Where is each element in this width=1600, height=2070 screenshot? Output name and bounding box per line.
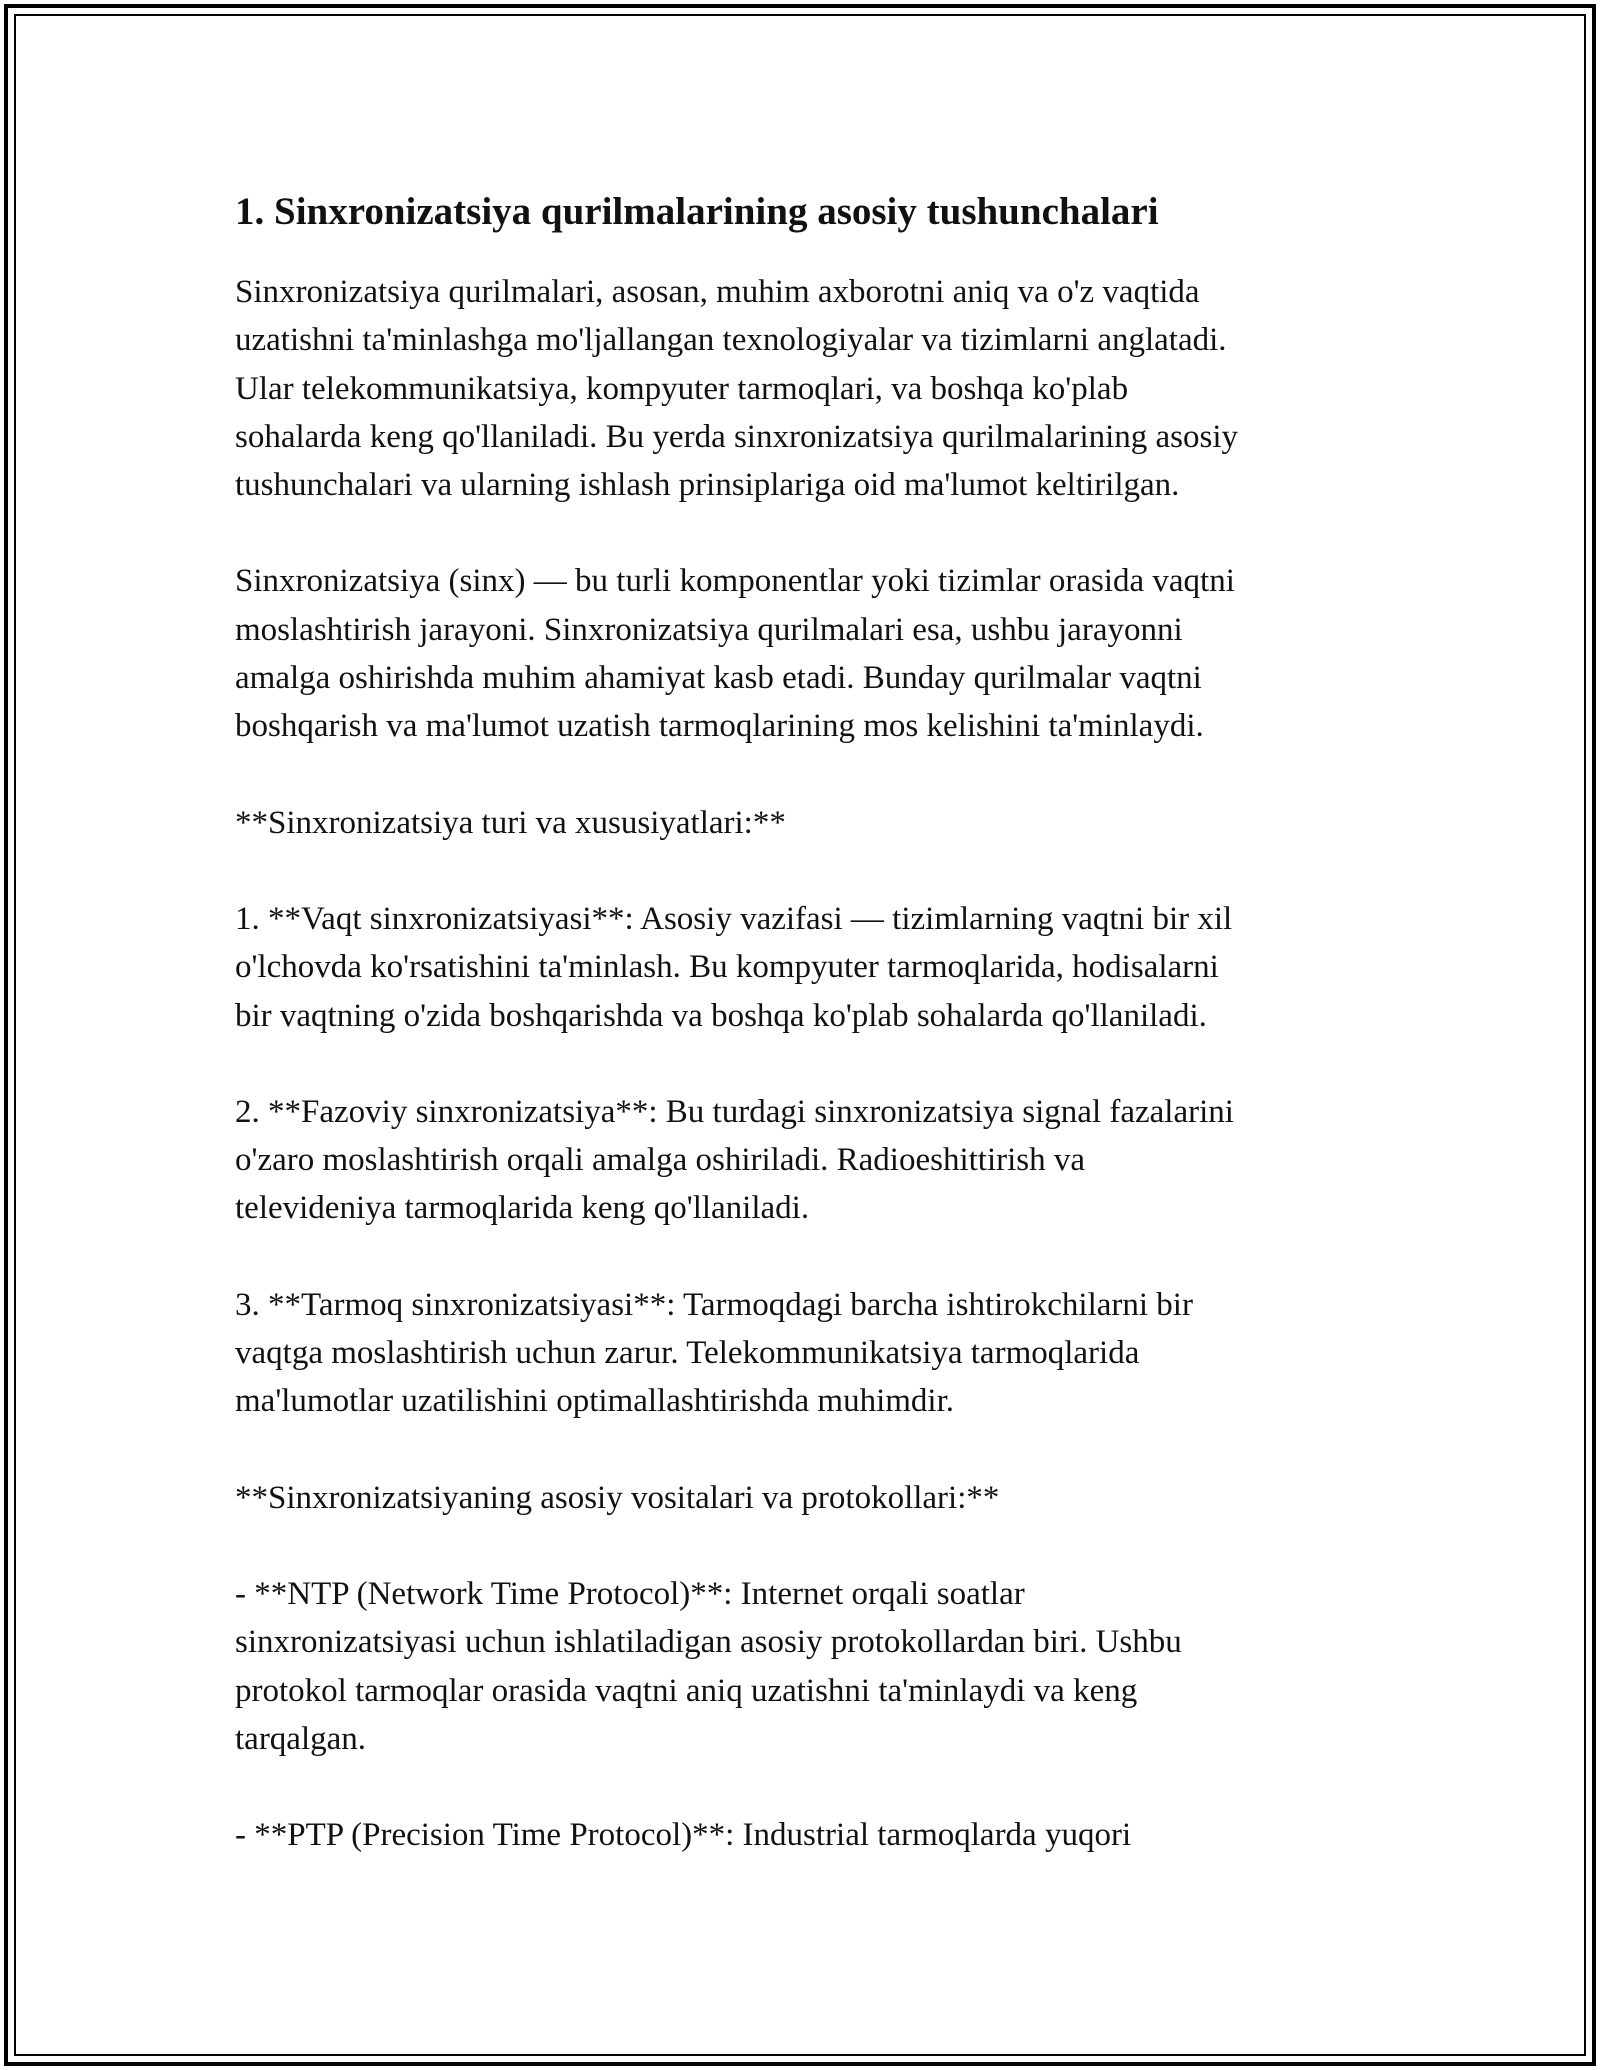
paragraph-types-heading: **Sinxronizatsiya turi va xususiyatlari:** bbox=[235, 804, 786, 841]
document-body bbox=[235, 186, 1375, 1907]
list-item-time-sync: 1. **Vaqt sinxronizatsiyasi**: Asosiy vazifasi — tizimlarning vaqtni bir xil o'lchovda ko'rsatishini ta'minlash. Bu kompyuter tarmoqlarida, hodisalarni bir vaqtning o'zida boshqarishda va boshqa ko'plab sohalarda qo'llaniladi. bbox=[235, 900, 1233, 1034]
section-heading: 1. Sinxronizatsiya qurilmalarining asosiy tushunchalari bbox=[235, 190, 1159, 233]
list-item-ntp: - **NTP (Network Time Protocol)**: Internet orqali soatlar sinxronizatsiyasi uchun ishlatiladigan asosiy protokollardan biri. Ushbu protokol tarmoqlar orasida vaqtni aniq uzatishni ta'minlaydi va keng tarqalgan. bbox=[235, 1575, 1182, 1757]
paragraph-definition: Sinxronizatsiya (sinx) — bu turli komponentlar yoki tizimlar orasida vaqtni moslashtirish jarayoni. Sinxronizatsiya qurilmalari esa, ushbu jarayonni amalga oshirishda muhim ahamiyat kasb etadi. Bunday qurilmalar vaqtni boshqarish va ma'lumot uzatish tarmoqlarining mos kelishini ta'minlaydi. bbox=[235, 563, 1235, 745]
paragraph-intro: Sinxronizatsiya qurilmalari, asosan, muhim axborotni aniq va o'z vaqtida uzatishni ta'minlashga mo'ljallangan texnologiyalar va tizimlarni anglatadi. Ular telekommunikatsiya, kompyuter tarmoqlari, va boshqa ko'plab sohalarda keng qo'llaniladi. Bu yerda sinxronizatsiya qurilmalarining asosiy tushunchalari va ularning ishlash prinsiplariga oid ma'lumot keltirilgan. bbox=[235, 274, 1239, 504]
list-item-network-sync: 3. **Tarmoq sinxronizatsiyasi**: Tarmoqdagi barcha ishtirokchilarni bir vaqtga moslashtirish uchun zarur. Telekommunikatsiya tarmoqlarida ma'lumotlar uzatilishini optimallashtirishda muhimdir. bbox=[235, 1286, 1193, 1420]
list-item-phase-sync: 2. **Fazoviy sinxronizatsiya**: Bu turdagi sinxronizatsiya signal fazalarini o'zaro moslashtirish orqali amalga oshiriladi. Radioeshittirish va televideniya tarmoqlarida keng qo'llaniladi. bbox=[235, 1093, 1234, 1227]
paragraph-tools-heading: **Sinxronizatsiyaning asosiy vositalari va protokollari:** bbox=[235, 1479, 1000, 1516]
list-item-ptp: - **PTP (Precision Time Protocol)**: Industrial tarmoqlarda yuqori bbox=[235, 1817, 1132, 1854]
